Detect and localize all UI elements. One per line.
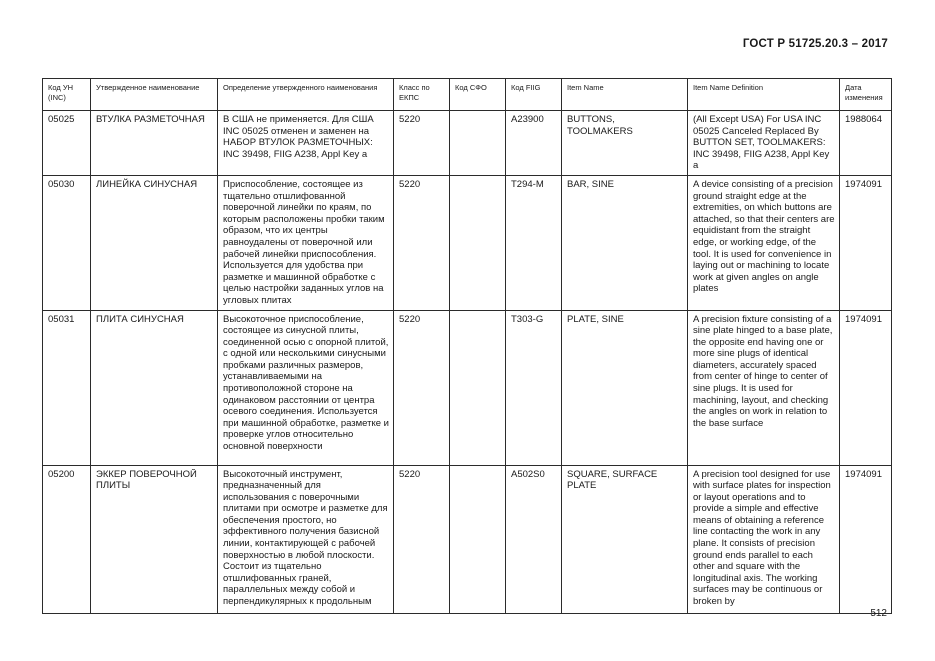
cell-sfo-code: [450, 111, 506, 176]
cell-date-text: 1974091: [845, 468, 882, 480]
header-row: [43, 79, 892, 111]
cell-code: 05030: [43, 175, 91, 310]
cell-item-name: BUTTONS, TOOLMAKERS: [562, 111, 688, 176]
cell-item-definition: A precision fixture consisting of a sine plate hinged to a base plate, the opposite end having one or more sine plugs of identical diameters, accurately spaced from center of hinge to center of sine plugs. It is used for machining, layout, and checking the angles on work in relation to the base surface: [688, 310, 840, 465]
cell-name: ЛИНЕЙКА СИНУСНАЯ: [91, 175, 218, 310]
cell-date: 1988064: [840, 111, 892, 176]
cell-ekps-class: 5220: [394, 310, 450, 465]
cell-date: [840, 465, 892, 613]
table-row: [43, 111, 892, 176]
header-sfo-code: Код СФО: [450, 79, 506, 111]
cell-item-definition-text: A precision tool designed for use with surface plates for inspection or layout operations and to provide a simple and effective means of obtaining a reference line contacting the work in any plane. It consists of precision ground ends parallel to each other and square with the longitudinal axis. The working surfaces may be continuous or broken by: [693, 468, 831, 608]
cell-item-name: [562, 465, 688, 613]
document-title: ГОСТ Р 51725.20.3 – 2017: [742, 38, 888, 50]
cell-ekps-class-text: 5220: [399, 468, 421, 480]
header-item-name: Item Name: [562, 79, 688, 111]
cell-fiig: T303-G: [506, 310, 562, 465]
cell-ekps-class: [394, 465, 450, 613]
header-ekps-class: Класс по ЕКПС: [394, 79, 450, 111]
header-change-date: Дата изменения: [840, 79, 892, 111]
header-approved-definition: Определение утвержденного наименования: [218, 79, 394, 111]
cell-date: 1974091: [840, 310, 892, 465]
cell-fiig: [506, 465, 562, 613]
cell-fiig-text: A502S0: [511, 468, 545, 480]
spec-table: [42, 78, 892, 614]
cell-definition-text: Высокоточный инструмент, предназначенный для использования с поверочными плитами при осмотре и разметке для обеспечения простого, но эффективного получения базисной линии, контактирующей с рабочей поверхностью в любой плоскости. Состоит из тщательно отшлифованных граней, параллельных между собой и перпендикулярных к продольным: [223, 468, 388, 608]
cell-name: ПЛИТА СИНУСНАЯ: [91, 310, 218, 465]
cell-fiig: A23900: [506, 111, 562, 176]
cell-item-name: PLATE, SINE: [562, 310, 688, 465]
header-fiig-code: Код FIIG: [506, 79, 562, 111]
cell-sfo-code: [450, 175, 506, 310]
header-approved-name: Утвержденное наименование: [91, 79, 218, 111]
cell-item-definition: [688, 465, 840, 613]
cell-name: [91, 465, 218, 613]
cell-code-text: 05200: [48, 468, 75, 480]
cell-ekps-class: 5220: [394, 111, 450, 176]
cell-item-definition: (All Except USA) For USA INC 05025 Canceled Replaced By BUTTON SET, TOOLMAKERS: INC 39498, FIIG A238, Appl Key a: [688, 111, 840, 176]
cell-definition: Высокоточное приспособление, состоящее из синусной плиты, соединенной осью с опорной плитой, с одной или несколькими синусными пробками различных размеров, устанавливаемыми на противоположной стороне на одинаковом расстоянии от центра осевого соединения. Используется при машинной обработке, разметке и проверке углов относительно основной поверхности: [218, 310, 394, 465]
page-number: 512: [870, 608, 887, 619]
cell-sfo-code: [450, 465, 506, 613]
cell-sfo-code-text: [455, 469, 501, 610]
cell-definition: Приспособление, состоящее из тщательно отшлифованной поверочной линейки по краям, по которым расположены пробки таким образом, что их центры равноудалены от поверочной или рабочей линейки приспособления. Используется для удобства при разметке и машинной обработке с целью настройки заданных углов на угловых плитах: [218, 175, 394, 310]
cell-sfo-code: [450, 310, 506, 465]
cell-code: 05025: [43, 111, 91, 176]
table-row: [43, 310, 892, 465]
cell-fiig: T294-M: [506, 175, 562, 310]
cell-item-definition: A device consisting of a precision ground straight edge at the extremities, on which buttons are attached, so that their centers are equidistant from the straight edge, or working edge, of the tool. It is used for convenience in laying out or machining to locate work at given angles on angle plates: [688, 175, 840, 310]
cell-name-text: ЭККЕР ПОВЕРОЧНОЙ ПЛИТЫ: [96, 468, 197, 492]
header-item-name-definition: Item Name Definition: [688, 79, 840, 111]
cell-date: 1974091: [840, 175, 892, 310]
cell-definition: В США не применяется. Для США INC 05025 отменен и заменен на НАБОР ВТУЛОК РАЗМЕТОЧНЫХ: INC 39498, FIIG A238, Appl Key a: [218, 111, 394, 176]
table-row: [43, 465, 892, 613]
cell-code: 05031: [43, 310, 91, 465]
cell-item-name-text: SQUARE, SURFACE PLATE: [567, 468, 658, 492]
cell-item-name: BAR, SINE: [562, 175, 688, 310]
cell-ekps-class: 5220: [394, 175, 450, 310]
cell-definition: [218, 465, 394, 613]
table-row: [43, 175, 892, 310]
cell-name: ВТУЛКА РАЗМЕТОЧНАЯ: [91, 111, 218, 176]
header-code-un: Код УН (INC): [43, 79, 91, 111]
cell-code: [43, 465, 91, 613]
